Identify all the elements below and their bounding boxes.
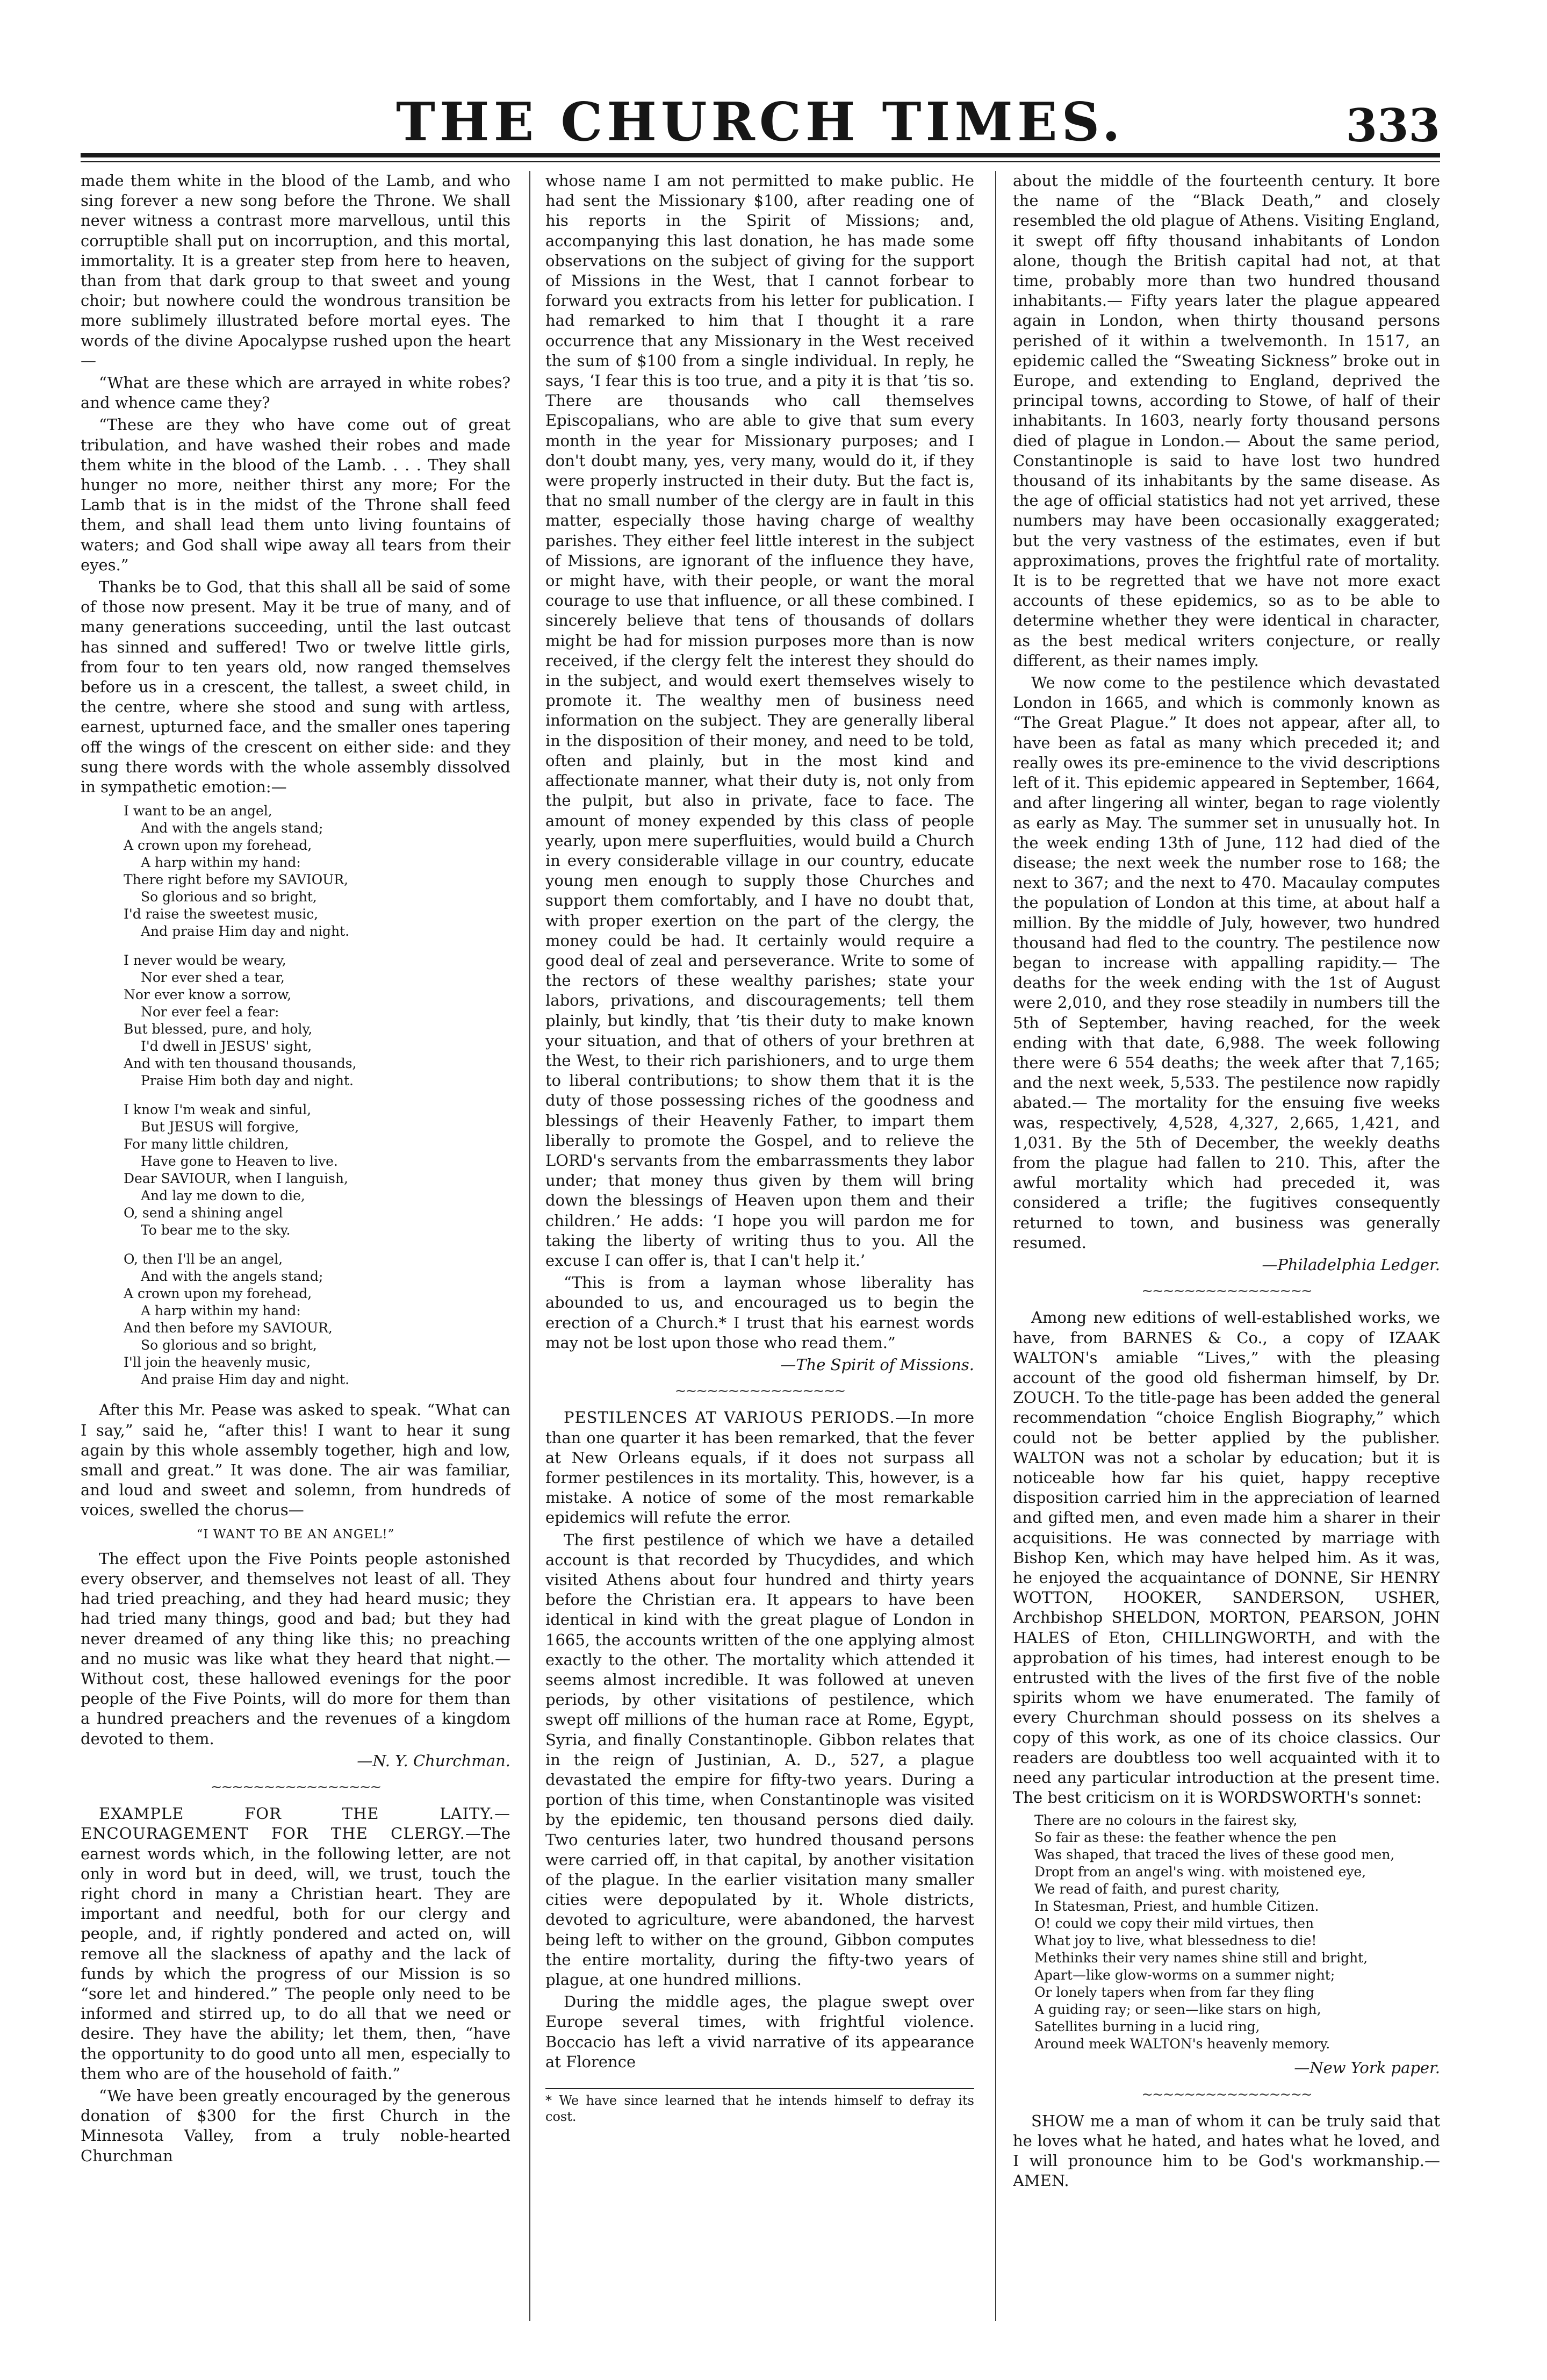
article-heading: PESTILENCES AT VARIOUS PERIODS. bbox=[564, 1408, 895, 1427]
poem-line: Nor ever feel a fear: bbox=[141, 1004, 279, 1020]
sonnet-line: We read of faith, and purest charity, bbox=[1034, 1881, 1280, 1897]
article-paragraph: about the middle of the fourteenth century. It bore the name of the “Black Death,” and closely resembled the old plague of Athens. Visiting England, it swept off fifty thousand inhabitants of London alone, though the British capital had not, at that time, probably more than two hundred thousand inhabitants.— Fifty years later the plague appeared again in London, when thirty thousand persons perished of it within a twelvemonth. In 1517, an epidemic called the “Sweating Sickness” broke out in Europe, and extending to England, deprived the principal towns, according to Stowe, of half of their inhabitants. In 1603, nearly forty thousand persons died of plague in London.— About the same period, Constantinople is said to have lost two hundred thousand of its inhabitants by the same disease. As the age of official statistics had not yet arrived, these numbers may have been occasionally exaggerated; but the very vastness of the estimates, even if but approximations, proves the frightful rate of mortality. It is to be regretted that we have not more exact accounts of these epidemics, so as to be able to determine whether they were identical in character, as the best medical writers conjecture, or really different, as their names imply. bbox=[1013, 171, 1440, 670]
article-paragraph: made them white in the blood of the Lamb, and who sing forever a new song before the Throne. We shall never witness a contrast more marvellous, until this corruptible shall put on incorruption, and this mortal, immortality. It is a greater step from here to heaven, than from that dark group to that sweet and young choir; but nowhere could the wondrous transition be more sublimely illustrated before mortal eyes. The words of the divine Apocalypse rushed upon the heart— bbox=[81, 171, 510, 370]
article-paragraph: “We have been greatly encouraged by the generous donation of $300 for the first Church in the Minnesota Valley, from a truly noble-hearted Churchman bbox=[81, 2087, 510, 2165]
poem-line: A harp within my hand: bbox=[141, 855, 301, 871]
source-credit: —N. Y. Churchman. bbox=[357, 1751, 510, 1770]
poem-line: A crown upon my forehead, bbox=[124, 1286, 312, 1302]
article-paragraph: “What are these which are arrayed in white robes? and whence came they? bbox=[81, 374, 510, 412]
hymn-refrain: “I WANT TO BE AN ANGEL!” bbox=[196, 1527, 395, 1542]
poem-line: And with ten thousand thousands, bbox=[124, 1056, 357, 1072]
section-separator: ~~~~~~~~~~~~~~~~ bbox=[210, 1779, 381, 1795]
article-heading: EXAMPLE FOR THE LAITY.—ENCOURAGEMENT FOR THE CLERGY. bbox=[81, 1804, 510, 1843]
sonnet-line: What joy to live, what blessedness to die! bbox=[1034, 1933, 1317, 1949]
poem-line: Praise Him both day and night. bbox=[141, 1073, 354, 1089]
article-paragraph: “These are they who have come out of great tribulation, and have washed their robes and made them white in the blood of the Lamb. . . . They shall hunger no more, neither thirst any more; For the Lamb that is in the midst of the Throne shall feed them, and shall lead them unto living fountains of waters; and God shall wipe away all tears from their eyes.” bbox=[81, 415, 510, 574]
poem-line: And with the angels stand; bbox=[141, 1268, 323, 1285]
poem-line: O, then I'll be an angel, bbox=[124, 1251, 283, 1267]
poem-stanza bbox=[124, 802, 510, 940]
poem-line: So glorious and so bright, bbox=[141, 889, 317, 905]
header-rule-thin bbox=[81, 161, 1440, 162]
article-paragraph: During the middle ages, the plague swept over Europe several times, with frightful violence. Boccacio has left a vivid narrative of its appearance at Florence bbox=[545, 1992, 974, 2071]
poem-line: I'd dwell in JESUS' sight, bbox=[141, 1038, 312, 1055]
article-paragraph: After this Mr. Pease was asked to speak. “What can I say,” said he, “after this! I want to hear it sung again by this whole assembly together, high and low, small and great.” It was done. The air was familiar, and loud and sweet and solemn, from hundreds of voices, swelled the chorus— bbox=[81, 1401, 510, 1519]
sonnet-line: Around meek WALTON's heavenly memory. bbox=[1034, 2036, 1330, 2052]
poem-stanza bbox=[124, 952, 510, 1089]
article-paragraph: SHOW me a man of whom it can be truly said that he loves what he hated, and hates what he loved, and I will pronounce him to be God's workmanship.—AMEN. bbox=[1013, 2111, 1440, 2190]
column-2 bbox=[545, 171, 974, 2332]
article-paragraph: —In more than one quarter it has been remarked, that the fever at New Orleans equals, if it does not surpass all former pestilences in its mortality. This, however, is a mistake. A notice of some of the most remarkable epidemics will refute the error. bbox=[545, 1408, 974, 1527]
poem-line: So glorious and so bright, bbox=[141, 1337, 317, 1353]
poem-line: Dear SAVIOUR, when I languish, bbox=[124, 1171, 348, 1187]
article-paragraph: —The earnest words which, in the following letter, are not only in word but in deed, will, we trust, touch the right chord in many a Christian heart. They are important and needful, both for our clergy and people, and, if rightly pondered and acted on, will remove all the slackness of apathy and the lack of funds by which the progress of our Mission is so “sore let and hindered.” The people only need to be informed and stirred up, to do all that we need or desire. They have the ability; let them, then, “have the opportunity to do good unto all men, especially to them who are of the household of faith.” bbox=[81, 1824, 510, 2083]
poem-line: Nor ever shed a tear, bbox=[141, 970, 285, 986]
source-credit: —New York paper. bbox=[1294, 2059, 1440, 2077]
poem-line: I know I'm weak and sinful, bbox=[124, 1102, 312, 1118]
sonnet bbox=[1034, 1812, 1440, 2053]
poem-line: And with the angels stand; bbox=[141, 820, 323, 836]
column-3 bbox=[1013, 171, 1440, 2332]
sonnet-line: Satellites burning in a lucid ring, bbox=[1034, 2019, 1260, 2035]
poem-line: And praise Him day and night. bbox=[141, 1372, 350, 1388]
article-paragraph: Among new editions of well-established works, we have, from BARNES & Co., a copy of IZAAK WALTON's amiable “Lives,” with the pleasing account of the good old fisherman himself, by Dr. ZOUCH. To the title-page has been added the general recommendation “choice English Biography,” which could not be better applied by the publisher. WALTON was not a scholar by education; but it is noticeable how far his quiet, happy receptive disposition carried him in the appreciation of learned and gifted men, and even made him a sharer in their acquisitions. He was connected by marriage with Bishop Ken, which may have helped him. As it was, he enjoyed the acquaintance of DONNE, Sir HENRY WOTTON, HOOKER, SANDERSON, USHER, Archbishop SHELDON, MORTON, PEARSON, JOHN HALES of Eton, CHILLINGWORTH, and with the approbation of his times, had interest enough to be entrusted with the lives of the first five of the noble spirits whom we have enumerated. The family of every Churchman should possess on its shelves a copy of this work, as one of its choice classics. Our readers are doubtless too well acquainted with it to need any particular introduction at the present time. The best criticism on it is WORDSWORTH's sonnet: bbox=[1013, 1308, 1440, 1807]
section-separator: ~~~~~~~~~~~~~~~~ bbox=[1141, 2086, 1312, 2103]
poem-line: I never would be weary, bbox=[124, 952, 286, 969]
poem-line: But JESUS will forgive, bbox=[141, 1119, 299, 1135]
section-separator: ~~~~~~~~~~~~~~~~ bbox=[674, 1383, 845, 1400]
poem-line: O, send a shining angel bbox=[124, 1205, 283, 1221]
article-paragraph: The effect upon the Five Points people astonished every observer, and themselves not least of all. They had tried preaching, and they had heard music; they had tried many things, good and bad; but they had never dreamed of any thing like this; no preaching and no music was like what they heard that night.— Without cost, these hallowed evenings for the poor people of the Five Points, will do more for them than a hundred preachers and the revenues of a kingdom devoted to them. bbox=[81, 1549, 510, 1748]
sonnet-line: There are no colours in the fairest sky, bbox=[1034, 1812, 1298, 1829]
source-credit: —The Spirit of Missions. bbox=[780, 1355, 974, 1374]
article-paragraph: “This is from a layman whose liberality has abounded to us, and encouraged us to begin the erection of a Church.* I trust that his earnest words may not be lost upon those who read them.” bbox=[545, 1273, 974, 1352]
article-paragraph: Thanks be to God, that this shall all be said of some of those now present. May it be true of many, and of many generations succeeding, until the last outcast has sinned and suffered! Two or twelve little girls, from four to ten years old, now ranged themselves before us in a crescent, the tallest, a sweet child, in the centre, where she stood and sung with artless, earnest, upturned face, and the smaller ones tapering off the wings of the crescent on either side: and they sung there words with the whole assembly dissolved in sympathetic emotion:— bbox=[81, 578, 510, 797]
poem-line: A harp within my hand: bbox=[141, 1303, 301, 1319]
poem-line: There right before my SAVIOUR, bbox=[124, 872, 349, 888]
source-credit: —Philadelphia Ledger. bbox=[1262, 1255, 1440, 1274]
masthead bbox=[81, 81, 1440, 156]
poem-line: And then before my SAVIOUR, bbox=[124, 1320, 333, 1336]
poem-stanza bbox=[124, 1251, 510, 1388]
sonnet-line: Methinks their very names shine still and bright, bbox=[1034, 1950, 1368, 1966]
sonnet-line: A guiding ray; or seen—like stars on high, bbox=[1034, 2002, 1321, 2018]
hymn-poem bbox=[124, 802, 510, 1388]
poem-line: A crown upon my forehead, bbox=[124, 837, 312, 854]
poem-line: I'd raise the sweetest music, bbox=[124, 906, 319, 922]
section-separator: ~~~~~~~~~~~~~~~~ bbox=[1141, 1283, 1312, 1300]
header-rule-thick bbox=[81, 153, 1440, 157]
article-paragraph: whose name I am not permitted to make public. He had sent the Missionary $100, after reading one of his reports in the Spirit of Missions; and, accompanying this last donation, he has made some observations on the subject of giving for the support of Missions in the West, that I cannot forbear to forward you extracts from his letter for publication. I had remarked to him that I thought it a rare occurrence that any Missionary in the West received the sum of $100 from a single individual. In reply, he says, ‘I fear this is too true, and a pity it is that ’tis so. There are thousands who call themselves Episcopalians, who are able to give that sum every month in the year for Missionary purposes; and I don't doubt many, yes, very many, would do it, if they were properly instructed in their duty. But the fact is, that no small number of the clergy are in fault in this matter, especially those having charge of wealthy parishes. They either feel little interest in the subject of Missions, are ignorant of the influence they have, or might have, with their people, or want the moral courage to use that influence, or all these combined. I sincerely believe that tens of thousands of dollars might be had for mission purposes more than is now received, if the clergy felt the interest they should do in the subject, and would exert themselves wisely to promote it. The wealthy men of business need information on the subject. They are generally liberal in the disposition of their money, and need to be told, often and plainly, but in the most kind and affectionate manner, what their duty is, not only from the pulpit, but also in private, face to face. The amount of money expended by this class of people yearly, upon mere superfluities, would build a Church in every considerable village in our country, educate young men enough to supply those Churches and support them comfortably, and I have no doubt that, with proper exertion on the part of the clergy, the money could be had. It certainly would require a good deal of zeal and perseverance. Write to some of the rectors of these wealthy parishes; state your labors, privations, and discouragements; tell them plainly, but kindly, that ’tis their duty to make known your situation, and that of others of your brethren at the West, to their rich parishioners, and to urge them to liberal contributions; to show them that it is the duty of those possessing riches of the goodness and blessings of their Heavenly Father, to impart them liberally to promote the Gospel, and to relieve the LORD's servants from the embarrassments they labor under; that money thus given by them will bring down the blessings of Heaven upon them and their children.’ He adds: ‘I hope you will pardon me for taking the liberty of writing thus to you. All the excuse I can offer is, that I can't help it.’ bbox=[545, 171, 974, 1270]
sonnet-line: O! could we copy their mild virtues, then bbox=[1034, 1916, 1314, 1932]
sonnet-line: Dropt from an angel's wing. with moistened eye, bbox=[1034, 1864, 1366, 1880]
column-divider-2 bbox=[995, 171, 996, 2321]
poem-line: Nor ever know a sorrow, bbox=[124, 987, 292, 1003]
poem-line: Have gone to Heaven to live. bbox=[141, 1153, 338, 1170]
poem-line: To bear me to the sky. bbox=[141, 1222, 291, 1238]
sonnet-line: Apart—like glow-worms on a summer night; bbox=[1034, 1967, 1335, 1983]
footnote: * We have since learned that he intends himself to defray its cost. bbox=[545, 2088, 974, 2125]
page-number: 333 bbox=[1345, 99, 1440, 152]
article-paragraph: The first pestilence of which we have a detailed account is that recorded by Thucydides, and which visited Athens about four hundred and thirty years before the Christian era. It appears to have been identical in kind with the great plague of London in 1665, the accounts written of the one applying almost exactly to the other. The mortality which attended it seems almost incredible. It was followed at uneven periods, by other visitations of pestilence, which swept off millions of the human race at Rome, Egypt, Syria, and finally Constantinople. Gibbon relates that in the reign of Justinian, A. D., 527, a plague devastated the empire for fifty-two years. During a portion of this time, when Constantinople was visited by the epidemic, ten thousand persons died daily. Two centuries later, two hundred thousand persons were carried off, in that capital, by another visitation of the plague. In the earlier visitation many smaller cities were depopulated by it. Whole districts, devoted to agriculture, were abandoned, the harvest being left to wither on the ground, Gibbon computes the entire mortality, during the fifty-two years of plague, at one hundred millions. bbox=[545, 1530, 974, 1989]
sonnet-line: Or lonely tapers when from far they fling bbox=[1034, 1984, 1314, 2001]
poem-line: I want to be an angel, bbox=[124, 803, 272, 819]
poem-stanza bbox=[124, 1101, 510, 1239]
column-1 bbox=[81, 171, 510, 2332]
column-divider-1 bbox=[529, 171, 530, 2321]
sonnet-line: So fair as these: the feather whence the pen bbox=[1034, 1830, 1337, 1846]
poem-line: I'll join the heavenly music, bbox=[124, 1354, 311, 1371]
newspaper-title: THE CHURCH TIMES. bbox=[396, 91, 1125, 153]
poem-line: And praise Him day and night. bbox=[141, 923, 350, 940]
sonnet-line: In Statesman, Priest, and humble Citizen. bbox=[1034, 1898, 1319, 1915]
poem-line: And lay me down to die, bbox=[141, 1188, 305, 1204]
poem-line: But blessed, pure, and holy, bbox=[124, 1021, 313, 1037]
sonnet-line: Was shaped, that traced the lives of these good men, bbox=[1034, 1847, 1395, 1863]
article-paragraph: We now come to the pestilence which devastated London in 1665, and which is commonly known as “The Great Plague.” It does not appear, after all, to have been as fatal as many which preceded it; and really owes its pre-eminence to the vivid descriptions left of it. This epidemic appeared in September, 1664, and after lingering all winter, began to rage violently as early as May. The summer set in unusually hot. In the week ending 13th of June, 112 had died of the disease; the next week the number rose to 168; the next to 367; and the next to 470. Macaulay computes the population of London at this time, at about half a million. By the middle of July, however, two hundred thousand had fled to the country. The pestilence now began to increase with appalling rapidity.— The deaths for the week ending with the 1st of August were 2,010, and they rose steadily in numbers till the 5th of September, having reached, for the week ending with that date, 6,988. The week following there were 6 554 deaths; the week after that 7,165; and the next week, 5,533. The pestilence now rapidly abated.— The mortality for the ensuing five weeks was, respectively, 4,528, 4,327, 2,665, 1,421, and 1,031. By the 5th of December, the weekly deaths from the plague had fallen to 210. This, after the awful mortality which had preceded it, was considered a trifle; the fugitives consequently returned to town, and business was generally resumed. bbox=[1013, 673, 1440, 1252]
poem-line: For many little children, bbox=[124, 1136, 289, 1152]
